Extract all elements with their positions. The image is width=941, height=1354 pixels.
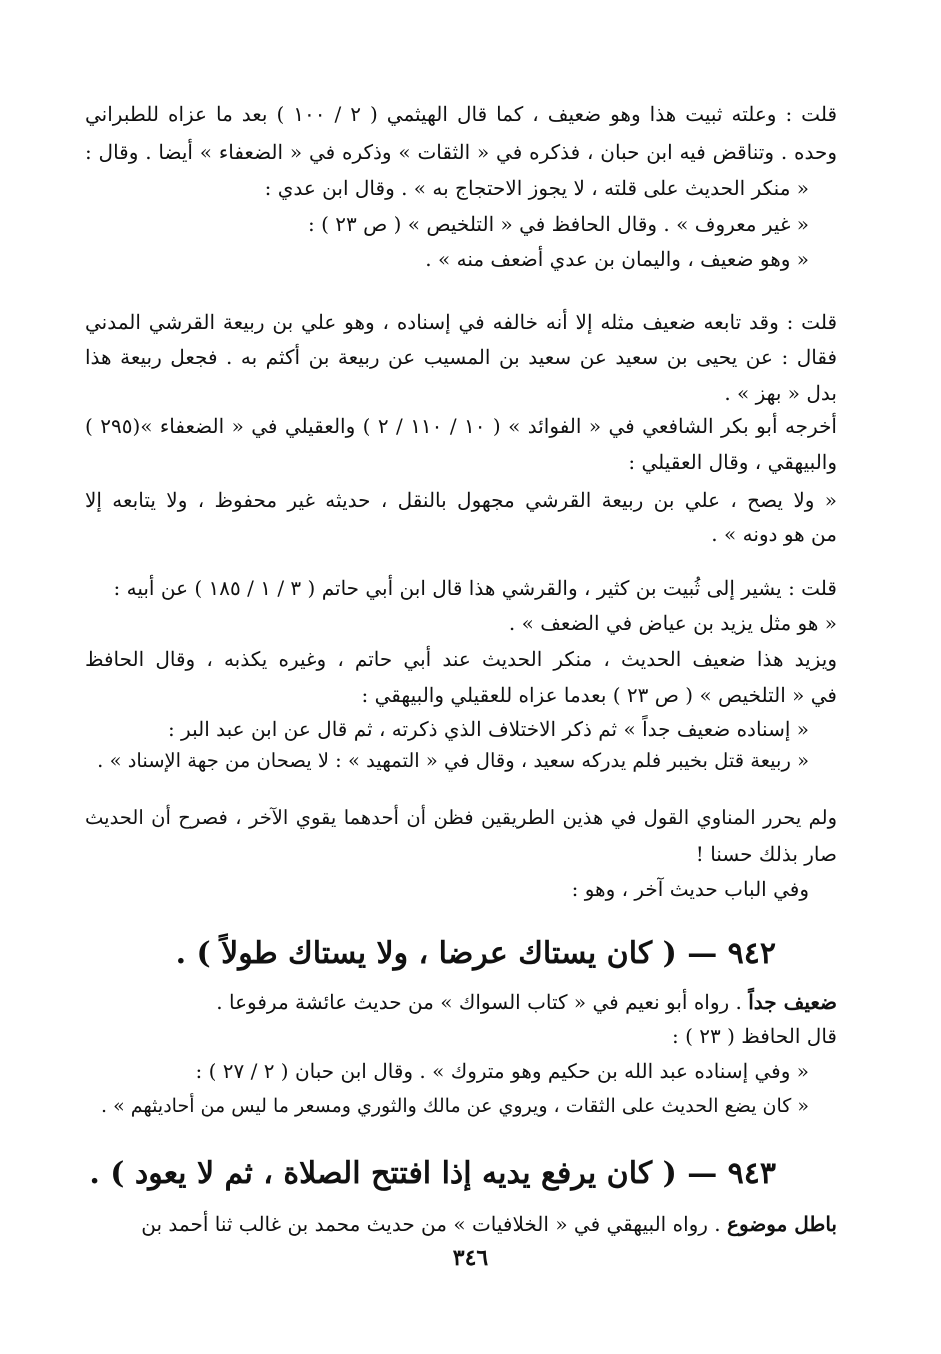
text-line: والبيهقي ، وقال العقيلي : [628,450,837,474]
text-line: قلت : يشير إلى ثُبيت بن كثير ، والقرشي هذا قال ابن أبي حاتم ( ٣ / ١ / ١٨٥ ) عن أبيه : [113,576,837,600]
grading-label: ضعيف جداً [748,990,837,1014]
page-number: ٣٤٦ [452,1245,489,1271]
text-line: ويزيد هذا ضعيف الحديث ، منكر الحديث عند أبي حاتم ، وغيره يكذبه ، وقال الحافظ [85,647,838,671]
grading-text: . رواه البيهقي في « الخلافيات » من حديث محمد بن غالب ثنا أحمد بن [141,1212,721,1236]
quote-line: « غير معروف » . وقال الحافظ في « التلخيص » ( ص ٢٣ ) : [307,212,809,236]
text-line: قلت : وعلته ثبيت هذا وهو ضعيف ، كما قال الهيثمي ( ٢ / ١٠٠ ) بعد ما عزاه للطبراني [85,102,838,126]
hadith-heading-943: ٩٤٣ — ( كان يرفع يديه إذا افتتح الصلاة ، ثم لا يعود ) . [89,1156,776,1191]
quote-line: « هو مثل يزيد بن عياض في الضعف » . [508,611,837,635]
grading-line-942 [216,986,837,1018]
text-line: في « التلخيص » ( ص ٢٣ ) بعدما عزاه للعقيلي والبيهقي : [361,683,837,707]
grading-line-943 [141,1208,837,1240]
text-line: أخرجه أبو بكر الشافعي في « الفوائد » ( ١٠ / ١١٠ / ٢ ) والعقيلي في « الضعفاء »(٢٩٥ ) [85,414,837,438]
grading-label: باطل موضوع [727,1212,837,1236]
text-line: فقال : عن يحيى بن سعيد عن سعيد بن المسيب عن ربيعة بن أكثم به . فجعل ربيعة هذا [85,345,837,369]
quote-line: « منكر الحديث على قلته ، لا يجوز الاحتجاج به » . وقال ابن عدي : [264,176,809,200]
text-line: وفي الباب حديث آخر ، وهو : [571,877,809,901]
quote-line: من هو دونه » . [711,522,837,546]
text-line: وحده . وتناقض فيه ابن حبان ، فذكره في « الثقات » وذكره في « الضعفاء » أيضا . وقال : [85,140,837,164]
quote-line: « ربيعة قتل بخيبر فلم يدركه سعيد ، وقال في « التمهيد » : لا يصحان من جهة الإسناد » . [97,749,809,772]
quote-line: « وفي إسناده عبد الله بن حكيم وهو متروك » . وقال ابن حبان ( ٢ / ٢٧ ) : [195,1059,809,1083]
quote-line: « وهو ضعيف ، واليمان بن عدي أضعف منه » . [425,247,809,271]
quote-line: « ولا يصح ، علي بن ربيعة القرشي مجهول بالنقل ، حديثه غير محفوظ ، ولا يتابعه إلا [85,488,837,512]
text-line: قلت : وقد تابعه ضعيف مثله إلا أنه خالفه في إسناده ، وهو علي بن ربيعة القرشي المدني [85,310,837,334]
grading-text: . رواه أبو نعيم في « كتاب السواك » من حديث عائشة مرفوعا . [216,990,742,1014]
text-line: ولم يحرر المناوي القول في هذين الطريقين فظن أن أحدهما يقوي الآخر ، فصرح أن الحديث [85,806,837,829]
text-line: بدل « بهز » . [724,381,837,405]
hadith-heading-942: ٩٤٢ — ( كان يستاك عرضا ، ولا يستاك طولاً ) . [175,936,776,971]
quote-line: « كان يضع الحديث على الثقات ، ويروي عن مالك والثوري ومسعر ما ليس من أحاديثهم » . [101,1095,809,1117]
text-line: قال الحافظ ( ٢٣ ) : [671,1024,837,1048]
quote-line: « إسناده ضعيف جداً » ثم ذكر الاختلاف الذي ذكرته ، ثم قال عن ابن عبد البر : [167,717,809,741]
text-line: صار بذلك حسنا ! [695,842,837,866]
